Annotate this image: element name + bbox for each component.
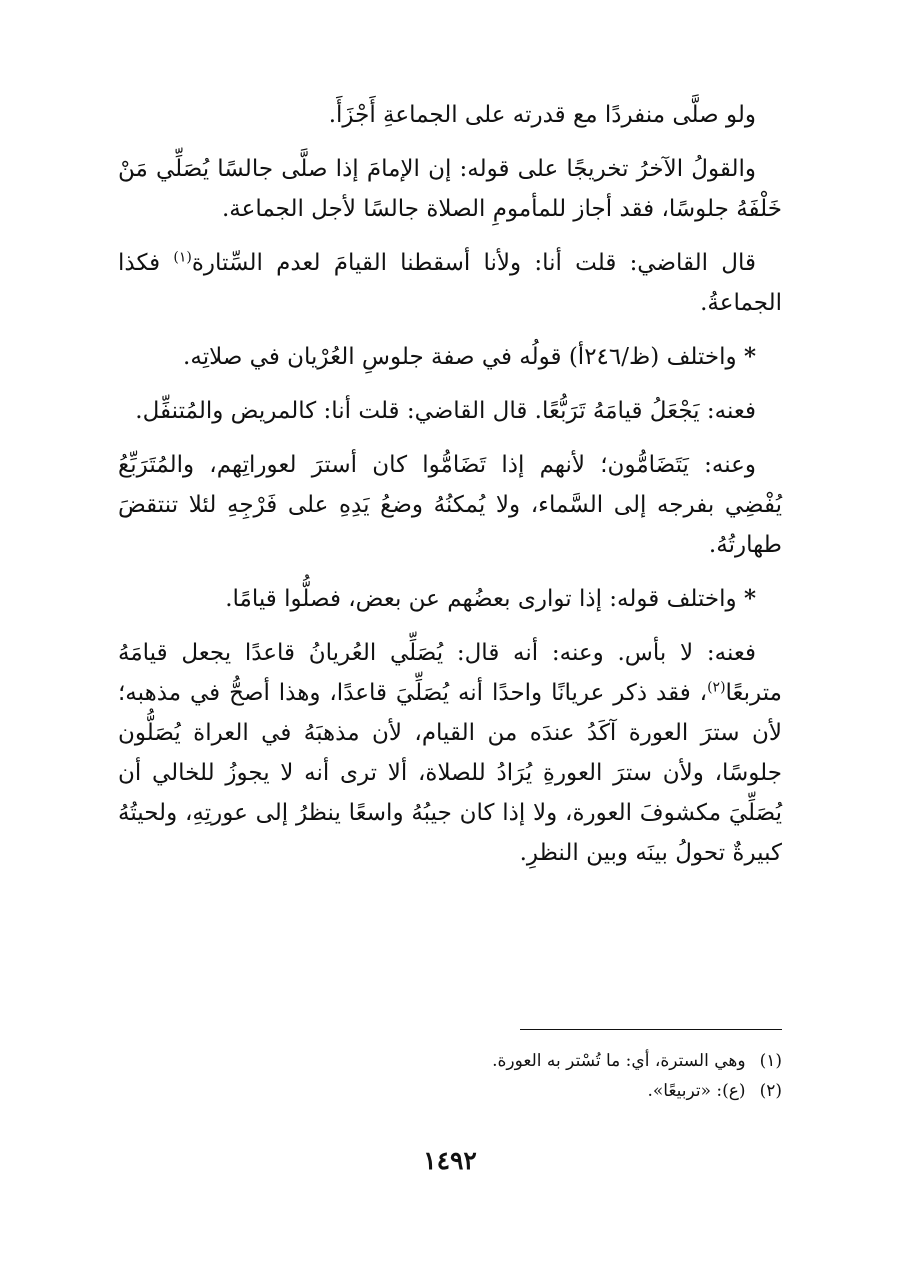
footnote-2-text: (ع): «تربيعًا». <box>647 1081 746 1101</box>
footnote-ref-1[interactable]: (١) <box>173 249 192 266</box>
paragraph-3 <box>118 243 782 323</box>
footnote-2-number: (٢) <box>759 1081 782 1101</box>
paragraph-7-text: واختلف قوله: إذا توارى بعضُهم عن بعض، فصلُّوا قيامًا. <box>225 586 744 612</box>
main-text <box>118 95 782 873</box>
paragraph-2-text: والقولُ الآخرُ تخريجًا على قوله: إن الإمامَ إذا صلَّى جالسًا يُصَلِّي مَنْ خَلْفَهُ جلوسًا، فقد أجاز للمأمومِ الصلاة جالسًا لأجل الجماعة. <box>118 156 782 222</box>
footnote-2 <box>118 1076 782 1106</box>
footnote-divider <box>520 1029 782 1030</box>
paragraph-1 <box>118 95 782 135</box>
section-star-marker: * <box>743 585 756 612</box>
footnote-1-text: وهي السترة، أي: ما تُسْتر به العورة. <box>492 1051 746 1071</box>
paragraph-3-text-end: فكذا الجماعةُ. <box>118 250 782 316</box>
paragraph-8-text-start: فعنه: لا بأس. وعنه: أنه قال: يُصَلِّي العُريانُ قاعدًا يجعل قيامَهُ متربعًا <box>118 640 782 706</box>
footnote-1-number: (١) <box>759 1051 782 1071</box>
paragraph-8-text-end: ، فقد ذكر عريانًا واحدًا أنه يُصَلِّيَ قاعدًا، وهذا أصحُّ في مذهبه؛ لأن سترَ العورة آكَدُ عندَه من القيام، لأن مذهبَهُ في العراة يُصَلُّون جلوسًا، ولأن سترَ العورةِ يُرَادُ للصلاة، ألا ترى أنه لا يجوزُ للخالي أن يُصَلِّيَ مكشوفَ العورة، ولا إذا كان جيبُهُ واسعًا ينظرُ إلى عورتِهِ، ولحيتُهُ كبيرةٌ تحولُ بينَه وبين النظرِ. <box>118 680 782 866</box>
paragraph-5-text: فعنه: يَجْعَلُ قيامَهُ تَرَبُّعًا. قال القاضي: قلت أنا: كالمريض والمُتنفِّل. <box>135 398 756 424</box>
footnotes <box>118 1046 782 1106</box>
paragraph-5 <box>118 391 782 431</box>
paragraph-3-text-start: قال القاضي: قلت أنا: ولأنا أسقطنا القيامَ لعدم السِّتارة <box>191 250 756 276</box>
paragraph-1-text: ولو صلَّى منفردًا مع قدرته على الجماعةِ أَجْزَأَ. <box>328 102 756 128</box>
footnote-ref-2[interactable]: (٢) <box>707 679 726 696</box>
paragraph-6 <box>118 445 782 565</box>
paragraph-7 <box>118 579 782 619</box>
paragraph-4 <box>118 337 782 377</box>
paragraph-6-text: وعنه: يَتَضَامُّون؛ لأنهم إذا تَضَامُّوا كان أسترَ لعوراتِهم، والمُتَرَبِّعُ يُفْضِي بفرجه إلى السَّماء، ولا يُمكنُهُ وضعُ يَدِهِ على فَرْجِهِ لئلا تنتقضَ طهارتُهُ. <box>118 452 782 558</box>
paragraph-2 <box>118 149 782 229</box>
paragraph-4-text: واختلف (ظ/٢٤٦أ) قولُه في صفة جلوسِ العُرْيان في صلاتِه. <box>183 344 744 370</box>
paragraph-8 <box>118 633 782 873</box>
page-number: ١٤٩٢ <box>423 1146 477 1175</box>
footnote-1 <box>118 1046 782 1076</box>
section-star-marker: * <box>743 343 756 370</box>
